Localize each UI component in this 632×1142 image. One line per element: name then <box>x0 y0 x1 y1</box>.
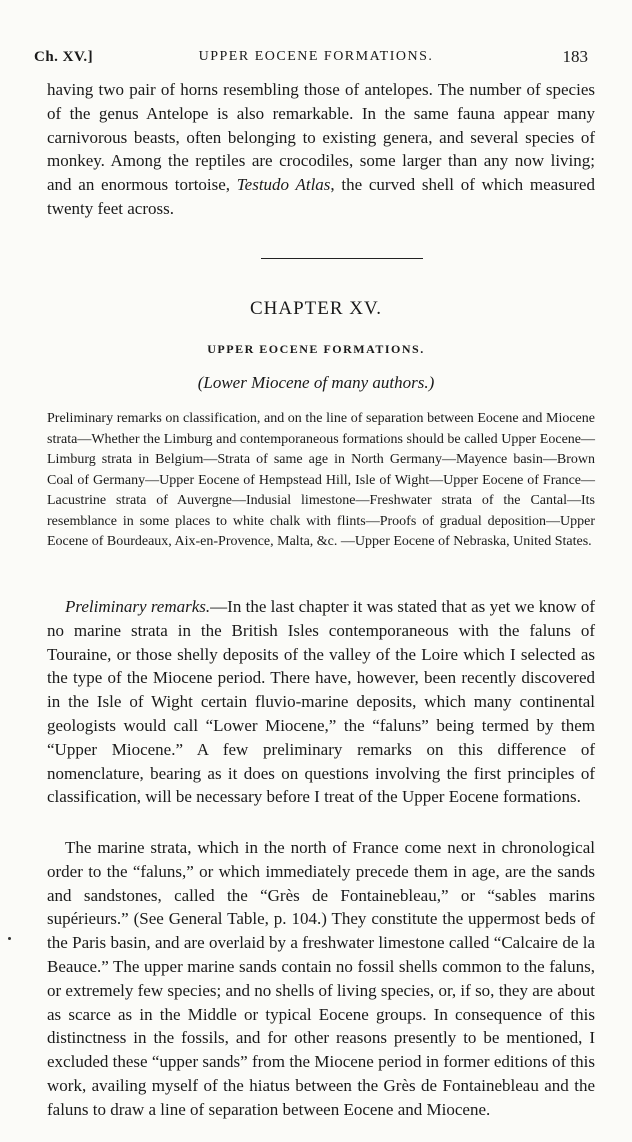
running-title: UPPER EOCENE FORMATIONS. <box>198 49 434 64</box>
paragraph-lead: Preliminary remarks. <box>65 597 211 616</box>
page-header <box>34 47 588 73</box>
margin-mark <box>8 937 11 940</box>
chapter-title: CHAPTER XV. <box>249 298 383 319</box>
paragraph-marine-strata: The marine strata, which in the north of France come next in chronological order to the “faluns,” or which immediately precede them in age, are the sands and sandstones, called the “Grès de Fontainebleau,” or “sables marins supérieurs.” (See General Table, p. 104.) They constitute the uppermost beds of the Paris basin, and are overlaid by a freshwater limestone called “Calcaire de la Beauce.” The upper marine sands contain no fossil shells common to the faluns, or extremely few species; and no shells of living species, or, if so, they are about as scarce as in the Middle or typical Eocene groups. In consequence of this distinctness in the fossils, and for other reasons presently to be mentioned, I excluded these “upper sands” from the Miocene period in former editions of this work, availing myself of the hiatus between the Grès de Fontainebleau and the faluns to draw a line of separation between Eocene and Miocene. <box>47 838 595 1119</box>
species-name: Testudo Atlas <box>236 175 331 195</box>
chapter-subtitle: UPPER EOCENE FORMATIONS. <box>207 342 425 356</box>
chapter-reference: Ch. XV.] <box>34 49 94 65</box>
chapter-summary: Preliminary remarks on classification, and on the line of separation between Eocene and Miocene strata—Whether the Limburg and contemporaneous formations should be called Upper Eocene—Limburg strata in Belgium—Strata of same age in North Germany—Mayence basin—Brown Coal of Germany—Upper Eocene of Hempstead Hill, Isle of Wight—Upper Eocene of France—Lacustrine strata of Auvergne—Indusial limestone—Freshwater strata of the Cantal—Its resemblance in some places to white chalk with flints—Proofs of gradual deposition—Upper Eocene of Bourdeaux, Aix-en-Provence, Malta, &c. —Upper Eocene of Nebraska, United States. <box>47 411 595 549</box>
paragraph-continued <box>47 78 595 221</box>
paragraph-text: —In the last chapter it was stated that as yet we know of no marine strata in the British Isles contemporaneous with the faluns of Touraine, or those shelly deposits of the valley of the Loire which I selected as the type of the Miocene period. There have, however, been recently discovered in the Isle of Wight certain fluvio-marine deposits, which many continental geologists would call “Lower Miocene,” the “faluns” being termed by them “Upper Miocene.” A few preliminary remarks on this difference of nomenclature, bearing as it does on questions involving the first principles of classification, will be necessary before I treat of the Upper Eocene formations. <box>47 597 595 807</box>
section-divider <box>261 258 423 259</box>
paragraph-text-end: , the curved shell of which measured twenty feet across. <box>47 175 595 218</box>
paragraph-preliminary-remarks <box>47 595 595 809</box>
chapter-alternate-title: (Lower Miocene of many authors.) <box>197 373 435 392</box>
paragraph-text: having two pair of horns resembling those of antelopes. The number of species of the genus Antelope is also remarkable. In the same fauna appear many carnivorous beasts, often belonging to existing genera, and several species of monkey. Among the reptiles are crocodiles, some larger than any now living; and an enormous tortoise, <box>47 80 595 195</box>
page-number: 183 <box>562 47 588 66</box>
